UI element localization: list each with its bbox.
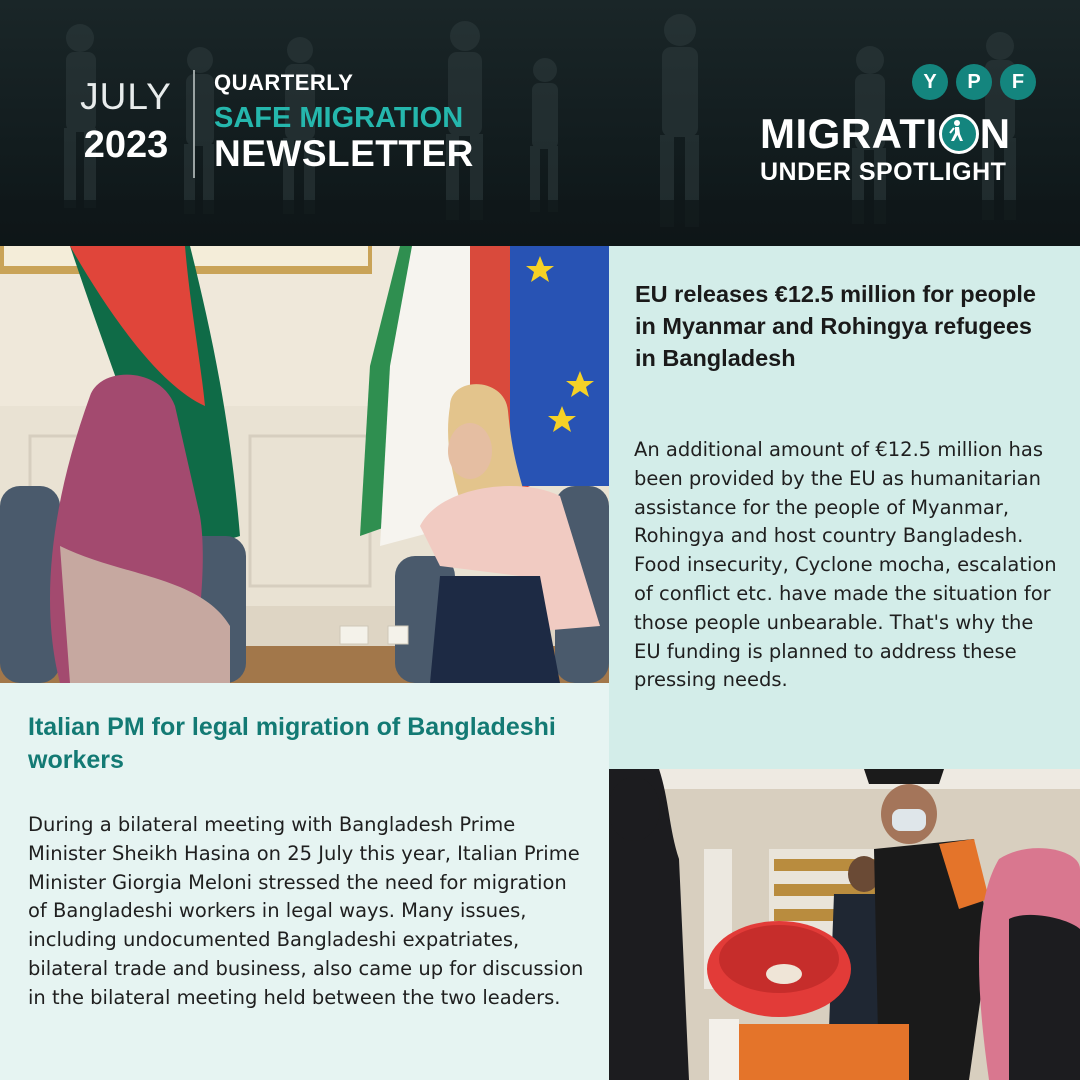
title-line-2: NEWSLETTER: [214, 133, 474, 174]
eu-article-body: An additional amount of €12.5 million has been provided by the EU as humanitarian assistance for the people of Myanmar, Rohingya and host country Bangladesh. Food insecurity, Cyclone mocha, escalation of conflict etc. have made the situation for those people unbearable. That's why the EU funding is planned to address these pressing needs.: [634, 438, 1057, 692]
italy-article-body: During a bilateral meeting with Bangladesh Prime Minister Sheikh Hasina on 25 July this year, Italian Prime Minister Giorgia Meloni stressed the need for migration of Bangladeshi workers in legal ways. Many issues, including undocumented Bangladeshi expatriates, bilateral trade and business, also came up for discussion in the bilateral meeting held between the two leaders.: [28, 813, 584, 1009]
newsletter-header: [0, 0, 1080, 246]
food-distribution-illustration: [609, 769, 1080, 1080]
italy-article-panel: [0, 683, 609, 1080]
eu-article-headline: EU releases €12.5 million for people in Myanmar and Rohingya refugees in Bangladesh: [635, 281, 1036, 371]
ypf-letter-y: Y: [912, 64, 948, 100]
ypf-letter-p: P: [956, 64, 992, 100]
header-divider: [193, 70, 195, 178]
eu-article-panel: [609, 246, 1080, 769]
walking-person-icon: [939, 114, 979, 154]
issue-year: 2023: [83, 124, 169, 166]
ypf-letter-f: F: [1000, 64, 1036, 100]
bilateral-meeting-illustration: [0, 246, 609, 683]
bilateral-meeting-photo: [0, 246, 609, 683]
brand-title: [760, 110, 1011, 158]
title-kicker: QUARTERLY: [214, 70, 354, 95]
brand-title-end: N: [979, 110, 1011, 157]
issue-month: JULY: [80, 76, 172, 117]
issue-date: [72, 76, 180, 167]
italy-article-headline: Italian PM for legal migration of Bangladeshi workers: [28, 713, 556, 774]
brand-title-start: MIGRATI: [760, 110, 938, 157]
brand-subtitle: UNDER SPOTLIGHT: [760, 158, 1007, 186]
newsletter-title: [214, 70, 474, 175]
ypf-logo: [912, 64, 1036, 100]
title-line-1: SAFE MIGRATION: [214, 102, 464, 134]
food-distribution-photo: [609, 769, 1080, 1080]
